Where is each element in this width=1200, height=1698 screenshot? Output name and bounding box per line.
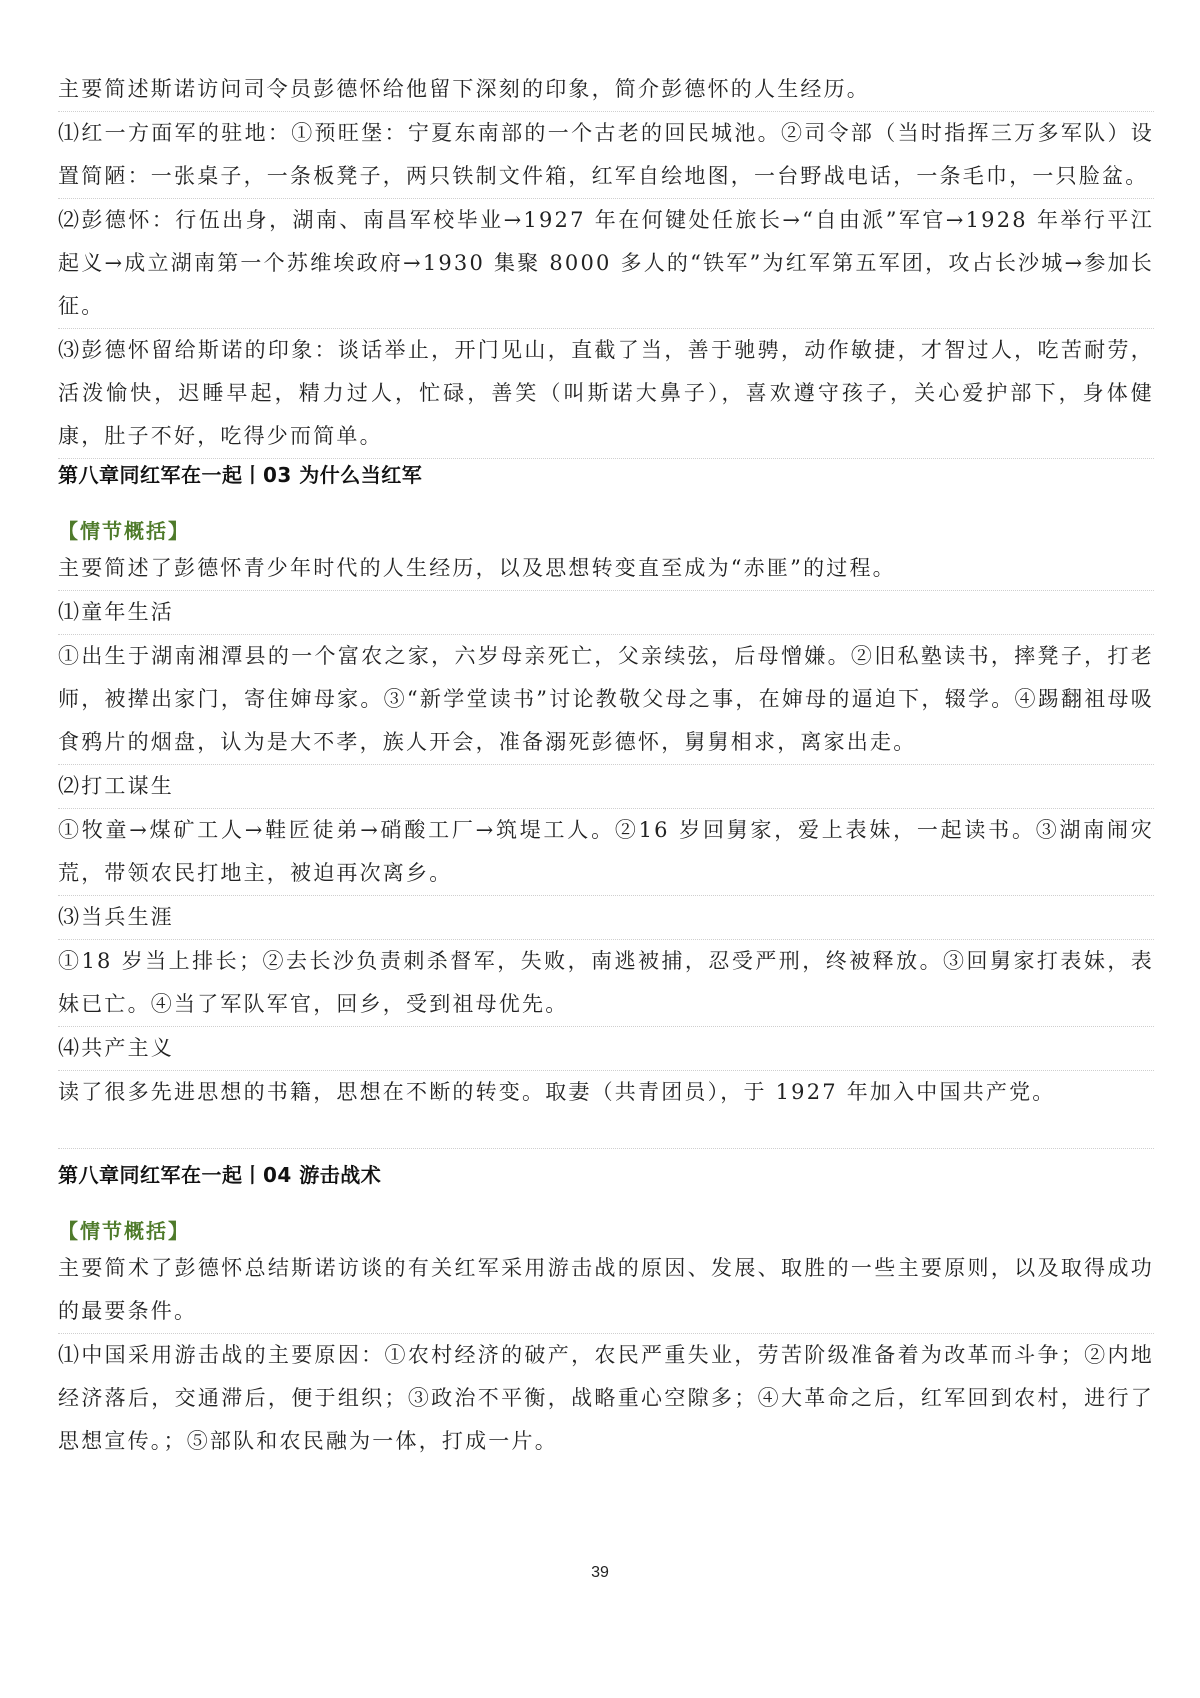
section-c-summary: 主要简术了彭德怀总结斯诺访谈的有关红军采用游击战的原因、发展、取胜的一些主要原则，以及取得成功的最要条件。 [58, 1247, 1154, 1334]
section-divider [58, 1114, 1154, 1149]
chapter-heading-03: 第八章同红军在一起丨03 为什么当红军 [58, 463, 423, 487]
section-b-sub4-title: ⑷共产主义 [58, 1027, 1154, 1071]
section-b-summary: 主要简述了彭德怀青少年时代的人生经历，以及思想转变直至成为“赤匪”的过程。 [58, 547, 1154, 591]
section-b-sub3-text: ①18 岁当上排长；②去长沙负责刺杀督军，失败，南逃被捕，忍受严刑，终被释放。③回舅家打表妹，表妹已亡。④当了军队军官，回乡，受到祖母优先。 [58, 940, 1154, 1027]
plot-summary-tag-03: 【情节概括】 [58, 519, 190, 543]
section-b-sub1-text: ①出生于湖南湘潭县的一个富农之家，六岁母亲死亡，父亲续弦，后母憎嫌。②旧私塾读书，摔凳子，打老师，被撵出家门，寄住婶母家。③“新学堂读书”讨论教敬父母之事，在婶母的逼迫下，辍学。④踢翻祖母吸食鸦片的烟盘，认为是大不孝，族人开会，准备溺死彭德怀，舅舅相求，离家出走。 [58, 635, 1154, 765]
section-b-sub2-text: ①牧童→煤矿工人→鞋匠徒弟→硝酸工厂→筑堤工人。②16 岁回舅家，爱上表妹，一起读书。③湖南闹灾荒，带领农民打地主，被迫再次离乡。 [58, 809, 1154, 896]
section-a-point-2: ⑵彭德怀：行伍出身，湖南、南昌军校毕业→1927 年在何键处任旅长→“自由派”军官→1928 年举行平江起义→成立湖南第一个苏维埃政府→1930 集聚 8000 多人的“铁军”为红军第五军团，攻占长沙城→参加长征。 [58, 199, 1154, 329]
section-c-point-1: ⑴中国采用游击战的主要原因：①农村经济的破产，农民严重失业，劳苦阶级准备着为改革而斗争；②内地经济落后，交通滞后，便于组织；③政治不平衡，战略重心空隙多；④大革命之后，红军回到农村，进行了思想宣传。；⑤部队和农民融为一体，打成一片。 [58, 1343, 1154, 1453]
spacer [58, 1191, 1154, 1215]
plot-summary-tag-04: 【情节概括】 [58, 1219, 190, 1243]
section-b-sub4-text: 读了很多先进思想的书籍，思想在不断的转变。取妻（共青团员），于 1927 年加入中国共产党。 [58, 1080, 1056, 1104]
section-a-summary: 主要简述斯诺访问司令员彭德怀给他留下深刻的印象，简介彭德怀的人生经历。 [58, 68, 1154, 112]
spacer [58, 491, 1154, 515]
section-b-sub3-title: ⑶当兵生涯 [58, 896, 1154, 940]
spacer [58, 1149, 1154, 1159]
document-page [58, 68, 1154, 1463]
page-number: 39 [591, 1564, 609, 1581]
section-b-sub2-title: ⑵打工谋生 [58, 765, 1154, 809]
section-a-point-1: ⑴红一方面军的驻地：①预旺堡：宁夏东南部的一个古老的回民城池。②司令部（当时指挥三万多军队）设置简陋：一张桌子，一条板凳子，两只铁制文件箱，红军自绘地图，一台野战电话，一条毛巾，一只脸盆。 [58, 112, 1154, 199]
chapter-heading-04: 第八章同红军在一起丨04 游击战术 [58, 1163, 382, 1187]
section-a-point-3: ⑶彭德怀留给斯诺的印象：谈话举止，开门见山，直截了当，善于驰骋，动作敏捷，才智过人，吃苦耐劳，活泼愉快，迟睡早起，精力过人，忙碌，善笑（叫斯诺大鼻子），喜欢遵守孩子，关心爱护部下，身体健康，肚子不好，吃得少而简单。 [58, 329, 1154, 459]
section-b-sub1-title: ⑴童年生活 [58, 591, 1154, 635]
